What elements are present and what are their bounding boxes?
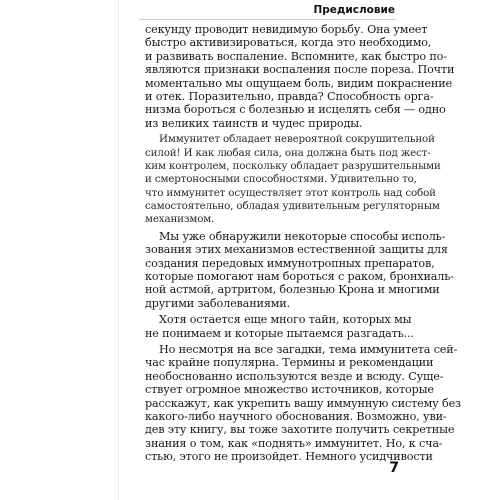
paragraph-5 (145, 342, 462, 464)
text-line: Мы уже обнаружили некоторые способы исполь- (159, 229, 446, 243)
text-line: час крайне популярна. Термины и рекомендации (145, 356, 434, 370)
text-line: Иммунитет обладает невероятной сокрушительной (159, 133, 435, 146)
text-line: механизмом. (145, 213, 215, 226)
text-line: ким контролем, поскольку обладает разрушительными (145, 159, 441, 172)
page-edge (118, 0, 119, 500)
text-line: какого-либо научного обоснования. Возможно, уви- (145, 409, 447, 423)
text-line: зования этих механизмов естественной защиты для (145, 243, 448, 257)
text-line: дев эту книгу, вы тоже захотите получить секретные (145, 423, 455, 437)
text-line: другими заболеваниями. (145, 296, 290, 310)
text-line: секунду проводит невидимую борьбу. Она умеет (145, 23, 428, 36)
text-line: Хотя остается еще много тайн, которых мы (159, 313, 412, 327)
text-line: что иммунитет осуществляет этот контроль над собой (145, 186, 436, 199)
text-line: и развивать воспаление. Вспомните, как быстро по- (145, 49, 447, 63)
text-line: и смертоносными способностями. Удивительно то, (145, 173, 417, 186)
text-line: ной астмой, артритом, болезнью Крона и многими (145, 283, 440, 297)
paragraph-4 (145, 313, 414, 340)
page-number: 7 (389, 460, 399, 476)
paragraph-3 (145, 229, 454, 310)
text-line: которые помогают нам бороться с раком, бронхиаль- (145, 270, 454, 284)
text-line: расскажут, как укрепить вашу иммунную систему без (145, 396, 462, 410)
header-rule (139, 19, 396, 20)
text-line: низма бороться с болезнью и исцелять себя — одно (145, 103, 446, 117)
text-line: стью, этого не произойдет. Немного усидчивости (145, 450, 433, 464)
text-line: Но несмотря на все загадки, тема иммунитета сей- (159, 342, 458, 356)
paragraph-1 (145, 23, 455, 130)
paragraph-2 (145, 133, 441, 227)
text-line: быстро активизироваться, когда это необходимо, (145, 36, 432, 50)
text-line: самостоятельно, обладая удивительным регуляторным (145, 200, 440, 213)
running-header: Предисловие (313, 4, 395, 16)
text-line: из великих таинств и чудес природы. (145, 116, 363, 130)
text-line: не понимаем и которые пытаемся разгадать... (145, 326, 414, 340)
text-line: необоснованно используются везде и всюду. Суще- (145, 369, 444, 383)
body-text (145, 23, 462, 467)
text-line: моментально мы ощущаем боль, видим покраснение (145, 76, 452, 90)
text-line: знания о том, как «поднять» иммунитет. Но, к сча- (145, 436, 443, 450)
text-line: являются признаки воспаления после пореза. Почти (145, 63, 455, 77)
text-line: силой! И как любая сила, она должна быть под жест- (145, 146, 431, 159)
text-line: создания передовых иммунотропных препаратов, (145, 256, 435, 270)
text-line: ствует огромное множество источников, которые (145, 383, 434, 397)
text-line: и отек. Поразительно, правда? Способность орга- (145, 89, 434, 103)
